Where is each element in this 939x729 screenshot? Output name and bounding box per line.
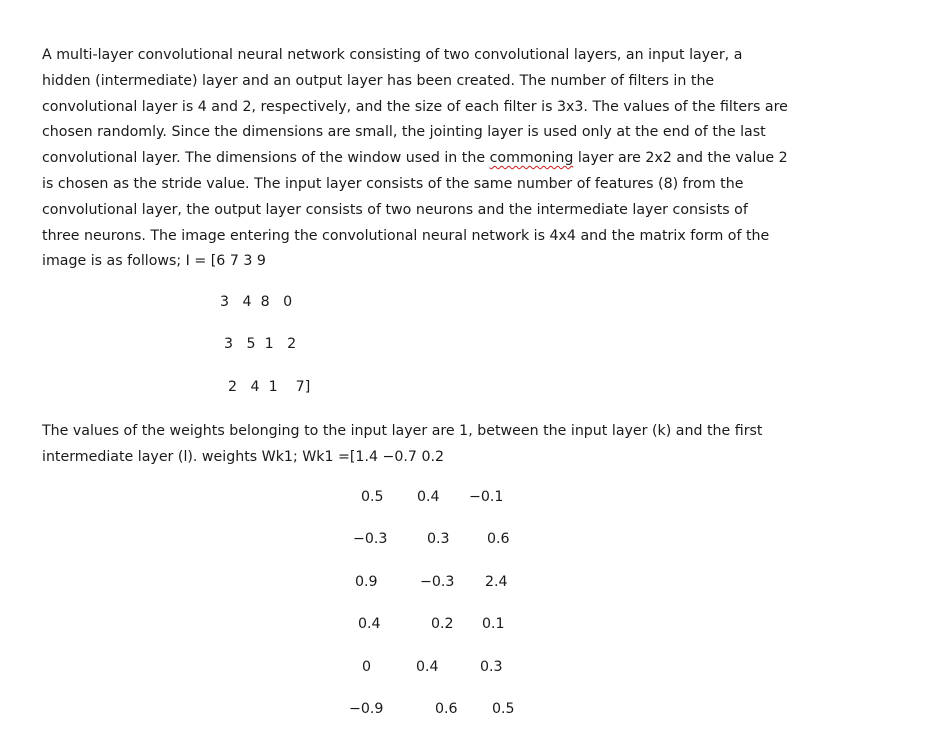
text-line: convolutional layer is 4 and 2, respectively, and the size of each filter is 3x3. The values of the filters are	[42, 98, 788, 115]
weight-value: 0.4	[358, 616, 381, 632]
weight-value: 0	[362, 659, 372, 675]
weight-value: 0.6	[435, 701, 458, 717]
weight-value: −0.9	[349, 701, 384, 717]
matrix-row: 3 4 8 0	[220, 294, 293, 310]
text-line: The values of the weights belonging to the input layer are 1, between the input layer (k) and the first	[42, 423, 763, 439]
text-line: convolutional layer, the output layer consists of two neurons and the intermediate layer consists of	[42, 201, 748, 218]
weight-value: 0.2	[431, 616, 454, 632]
text-line	[42, 146, 842, 172]
weight-value: 0.5	[361, 489, 384, 505]
weights-paragraph	[42, 418, 862, 470]
text-fragment: convolutional layer. The dimensions of the window used in the	[42, 150, 490, 167]
weight-value: −0.3	[420, 574, 455, 590]
spellcheck-flagged-word[interactable]: commoning	[489, 150, 574, 167]
text-line: intermediate layer (l). weights Wk1; Wk1 =[1.4 −0.7 0.2	[42, 449, 445, 465]
text-line: A multi-layer convolutional neural network consisting of two convolutional layers, an input layer, a	[42, 47, 743, 63]
weight-value: 0.4	[417, 489, 440, 505]
problem-description-paragraph	[42, 43, 842, 275]
weight-value: −0.3	[353, 531, 388, 547]
weight-value: 2.4	[485, 574, 508, 590]
text-line: three neurons. The image entering the convolutional neural network is 4x4 and the matrix form of the	[42, 227, 770, 244]
text-fragment: layer are 2x2 and the value 2	[573, 150, 788, 167]
weight-value: 0.4	[416, 659, 439, 675]
weight-value: −0.1	[469, 489, 504, 505]
weight-value: 0.5	[492, 701, 515, 717]
weight-value: 0.1	[482, 616, 505, 632]
weight-value: 0.3	[480, 659, 503, 675]
weight-value: 0.6	[487, 531, 510, 547]
text-line: is chosen as the stride value. The input layer consists of the same number of features (8) from the	[42, 175, 744, 192]
matrix-row: 3 5 1 2	[224, 336, 297, 352]
text-line: hidden (intermediate) layer and an output layer has been created. The number of filters in the	[42, 72, 715, 89]
weight-value: 0.9	[355, 574, 378, 590]
matrix-row: 2 4 1 7]	[228, 379, 311, 395]
text-line: image is as follows; I = [6 7 3 9	[42, 253, 266, 270]
weight-value: 0.3	[427, 531, 450, 547]
text-line: chosen randomly. Since the dimensions are small, the jointing layer is used only at the end of the last	[42, 124, 766, 141]
